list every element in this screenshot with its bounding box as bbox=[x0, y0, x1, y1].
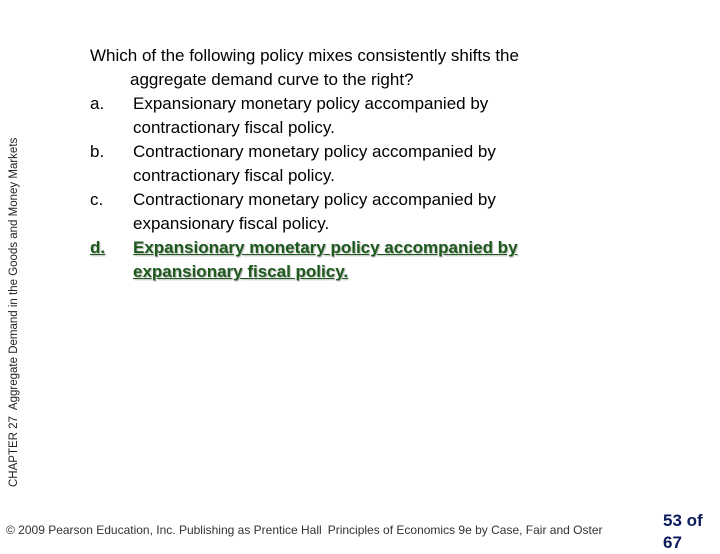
option-b-letter: b. bbox=[90, 142, 105, 161]
chapter-side-label bbox=[8, 138, 20, 487]
book-title-text: Principles of Economics 9e by Case, Fair and Oster bbox=[327, 523, 603, 537]
option-b bbox=[90, 140, 560, 188]
option-c-letter: c. bbox=[90, 190, 104, 209]
option-d-line-1: Expansionary monetary policy accompanied by bbox=[133, 238, 518, 257]
question-stem-line-1: Which of the following policy mixes consistently shifts the bbox=[90, 46, 519, 65]
option-c-text bbox=[133, 188, 560, 236]
question-block bbox=[90, 44, 560, 284]
option-b-text bbox=[133, 140, 560, 188]
option-a-line-1: Expansionary monetary policy accompanied by bbox=[133, 94, 489, 113]
option-d-correct-answer bbox=[90, 236, 560, 284]
option-c-line-2: expansionary fiscal policy. bbox=[133, 214, 330, 233]
copyright-text: © 2009 Pearson Education, Inc. Publishing as Prentice Hall bbox=[6, 523, 322, 537]
page-label: 53 of bbox=[663, 511, 703, 530]
option-d-letter: d. bbox=[90, 238, 106, 257]
option-b-line-2: contractionary fiscal policy. bbox=[133, 166, 335, 185]
question-stem-line-2: aggregate demand curve to the right? bbox=[130, 70, 414, 89]
option-a-letter: a. bbox=[90, 94, 105, 113]
page-total: 67 bbox=[663, 533, 682, 552]
option-c bbox=[90, 188, 560, 236]
option-b-line-1: Contractionary monetary policy accompanied by bbox=[133, 142, 496, 161]
option-a bbox=[90, 92, 560, 140]
chapter-title: Aggregate Demand in the Goods and Money Markets bbox=[8, 137, 20, 411]
slide-page-number bbox=[663, 510, 713, 554]
option-a-text bbox=[133, 92, 560, 140]
option-a-line-2: contractionary fiscal policy. bbox=[133, 118, 335, 137]
option-d-text bbox=[133, 236, 560, 284]
option-d-line-2: expansionary fiscal policy. bbox=[133, 262, 349, 281]
question-stem bbox=[90, 44, 560, 92]
footer-credit bbox=[6, 523, 602, 537]
chapter-number: CHAPTER 27 bbox=[8, 416, 20, 487]
option-c-line-1: Contractionary monetary policy accompanied by bbox=[133, 190, 496, 209]
